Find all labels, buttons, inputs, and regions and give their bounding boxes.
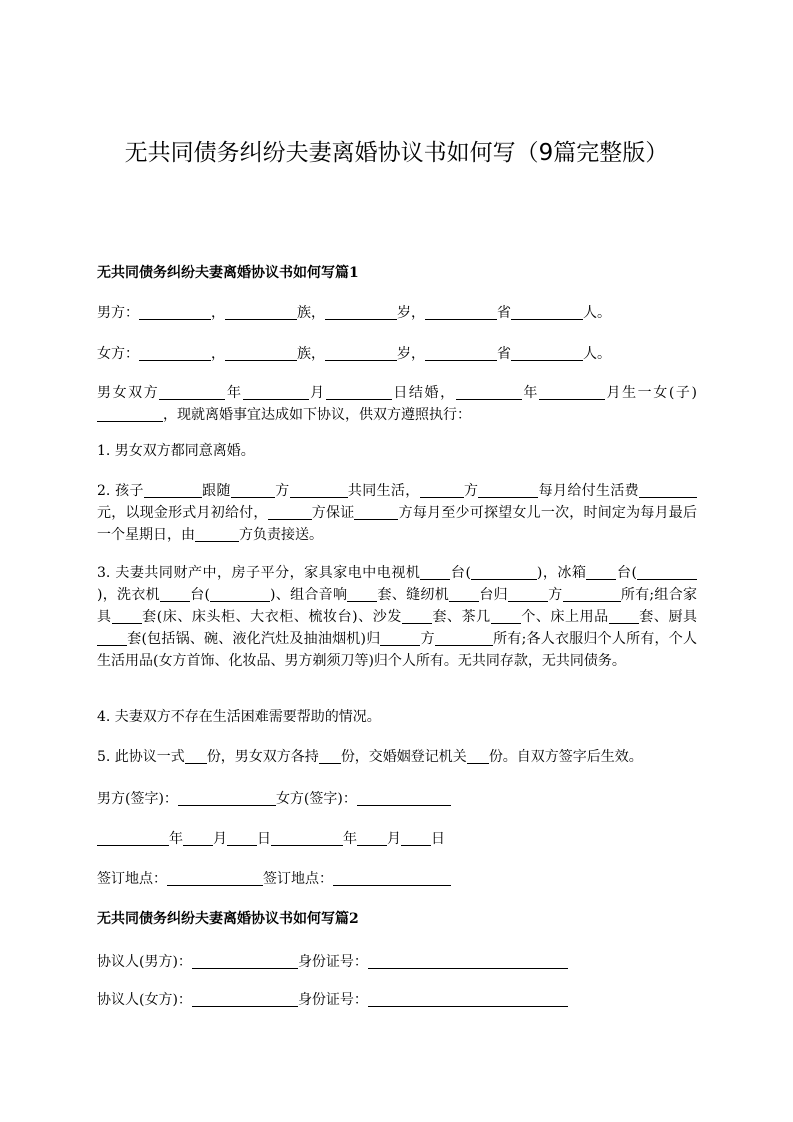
party-female-line: 协议人(女方)： 身份证号： [97, 989, 568, 1011]
clause-2: 2. 孩子 跟随 方 共同生活， 方 每月给付生活费元，以现金形式月初给付， 方保证 方每月至少可探望女儿一次，时间定为每月最后一个星期日，由 方负责接送。 [97, 483, 698, 543]
male-info-line: 男方： ， 族， 岁， 省 人。 [97, 305, 611, 321]
clause-5: 5. 此协议一式 份，男女双方各持 份，交婚姻登记机关 份。自双方签字后生效。 [97, 749, 643, 765]
document-title: 无共同债务纠纷夫妻离婚协议书如何写（9篇完整版） [124, 140, 669, 166]
signature-line: 男方(签字)： 女方(签字)： [97, 788, 451, 810]
clause-4: 4. 夫妻双方不存在生活困难需要帮助的情况。 [97, 709, 381, 725]
clause-1: 1. 男女双方都同意离婚。 [97, 443, 255, 459]
party-male-line: 协议人(男方)： 身份证号： [97, 951, 568, 973]
marriage-intro-paragraph: 男女双方 年 月 日结婚， 年 月生一女(子)，现就离婚事宜达成如下协议，供双方遵照执行： [97, 385, 697, 423]
section-1-heading: 无共同债务纠纷夫妻离婚协议书如何写篇1 [97, 265, 359, 281]
date-line: 年 月 日 年 月 日 [97, 828, 445, 850]
female-info-line: 女方： ， 族， 岁， 省 人。 [97, 346, 611, 362]
clause-3: 3. 夫妻共同财产中，房子平分，家具家电中电视机 台( )，冰箱 台()，洗衣机 台( )、组合音响 套、缝纫机 台归 方 所有;组合家具 套(床、床头柜、大衣柜、梳妆台)、沙发 套、茶几 个、床上用品 套、厨具套(包括锅、碗、液化汽灶及抽油烟机)归 方 所有;各人衣服归个人所有，个人生活用品(女方首饰、化妆品、男方剃须刀等)归个人所有。无共同存款，无共同债务。 [97, 565, 698, 669]
section-2-heading: 无共同债务纠纷夫妻离婚协议书如何写篇2 [97, 911, 359, 927]
signing-place-line: 签订地点： 签订地点： [97, 868, 451, 890]
